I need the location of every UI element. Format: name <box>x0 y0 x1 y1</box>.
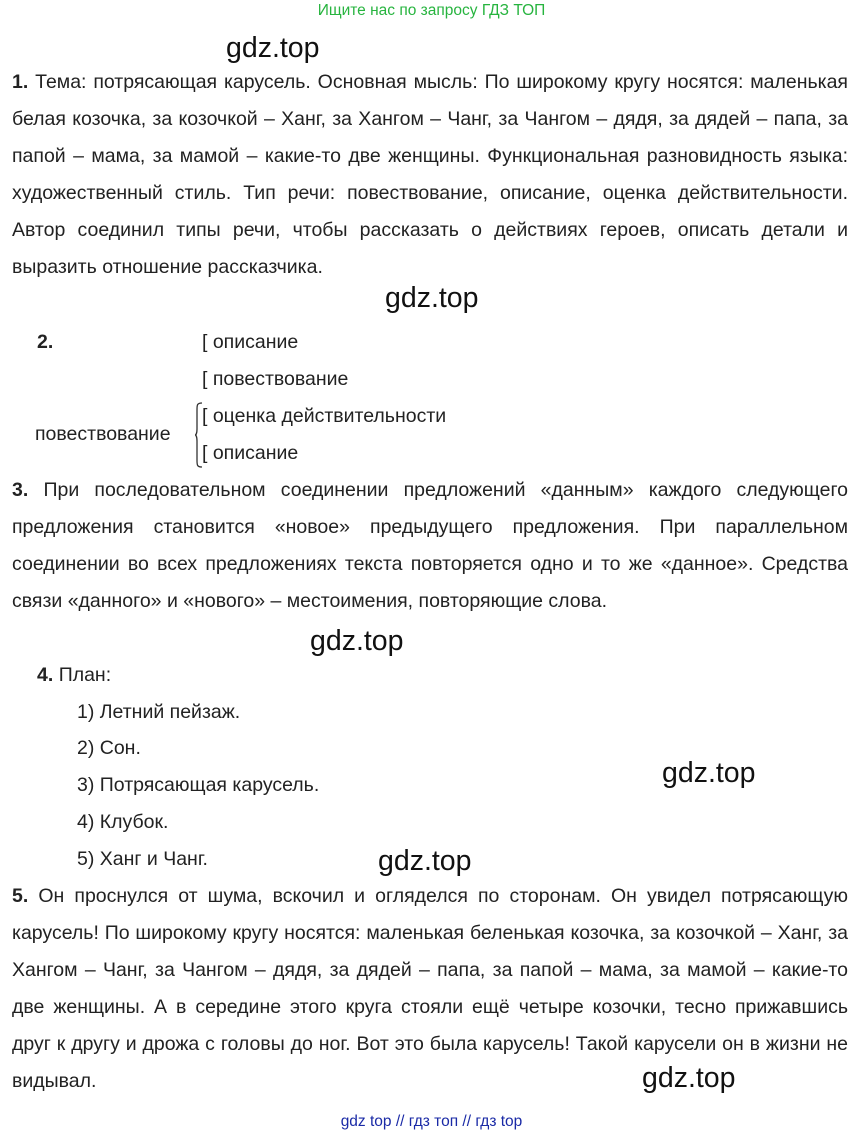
task-text: Он проснулся от шума, вскочил и огляделся по сторонам. Он увидел потрясающую карусель! По широкому кругу носятся: маленькая беленькая козочка, за козочкой – Ханг, за Хангом – Чанг, за Чангом – дядя, за дядей – папа, за папой – мама, за мамой – какие-то две женщины. А в середине этого круга стояли ещё четыре козочки, тесно прижавшись друг к другу и дрожа с головы до ног. Вот это была карусель! Такой карусели он в жизни не видывал. <box>12 885 848 1092</box>
plan-item: 4) Клубок. <box>77 811 169 833</box>
task-3 <box>12 472 848 620</box>
plan-item: 1) Летний пейзаж. <box>77 701 241 723</box>
plan-title: План: <box>58 664 112 686</box>
plan-item: 2) Сон. <box>77 737 141 759</box>
task-number: 4. <box>37 664 54 686</box>
scheme-item: [ повествование <box>202 368 349 390</box>
task-number: 5. <box>12 885 29 907</box>
task-4 <box>37 657 111 694</box>
scheme-item: [ оценка действительности <box>202 405 447 427</box>
plan-item: 3) Потрясающая карусель. <box>77 774 320 796</box>
task-1 <box>12 64 848 286</box>
watermark: gdz.top <box>378 845 472 877</box>
watermark: gdz.top <box>662 757 756 789</box>
task-text: Тема: потрясающая карусель. Основная мысль: По широкому кругу носятся: маленькая белая козочка, за козочкой – Ханг, за Хангом – Чанг, за Чангом – дядя, за дядей – папа, за папой – мама, за мамой – какие-то две женщины. Функциональная разновидность языка: художественный стиль. Тип речи: повествование, описание, оценка действительности. Автор соединил типы речи, чтобы рассказать о действиях героев, описать детали и выразить отношение рассказчика. <box>12 71 848 278</box>
task-text: При последовательном соединении предложений «данным» каждого следующего предложения становится «новое» предыдущего предложения. При параллельном соединении во всех предложениях текста повторяется одно и то же «данное». Средства связи «данного» и «нового» – местоимения, повторяющие слова. <box>12 479 848 612</box>
scheme-group-label: повествование <box>35 423 171 445</box>
watermark: gdz.top <box>642 1062 736 1094</box>
scheme-item: [ описание <box>202 442 299 464</box>
scheme-item: [ описание <box>202 331 299 353</box>
watermark: gdz.top <box>310 625 404 657</box>
footer-links[interactable]: gdz top // гдз топ // гдз top <box>340 1113 523 1130</box>
task-number: 3. <box>12 479 29 501</box>
task-number: 1. <box>12 71 29 93</box>
watermark: gdz.top <box>226 32 320 64</box>
task-2 <box>37 324 53 361</box>
top-banner[interactable]: Ищите нас по запросу ГДЗ ТОП <box>317 2 546 19</box>
task-number: 2. <box>37 331 54 353</box>
plan-item: 5) Ханг и Чанг. <box>77 848 208 870</box>
watermark: gdz.top <box>385 282 479 314</box>
